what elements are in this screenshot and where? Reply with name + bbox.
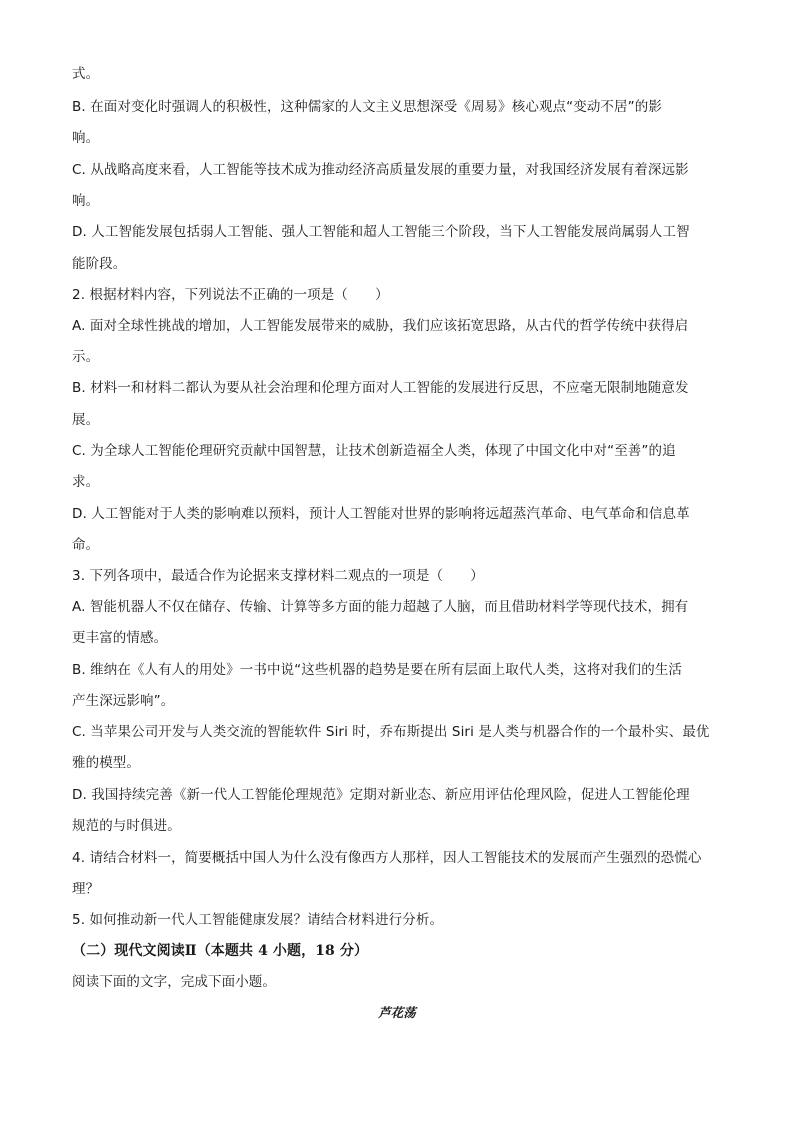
option-c: C. 为全球人工智能伦理研究贡献中国智慧，让技术创新造福全人类，体现了中国文化中对“至善”的追	[72, 443, 676, 459]
instruction-text: 阅读下面的文字，完成下面小题。	[72, 974, 276, 990]
text-line: 更丰富的情感。	[72, 630, 168, 646]
text-line: D. 人工智能发展包括弱人工智能、强人工智能和超人工智能三个阶段，当下人工智能发展尚属弱人工智	[72, 224, 690, 240]
question-3: 3. 下列各项中，最适合作为论据来支撑材料二观点的一项是（ ）	[72, 568, 484, 584]
option-d: D. 人工智能对于人类的影响难以预料，预计人工智能对世界的影响将远超蒸汽革命、电气革命和信息革	[72, 506, 690, 522]
text-line: 雅的模型。	[72, 755, 140, 771]
question-4: 4. 请结合材料一，简要概括中国人为什么没有像西方人那样，因人工智能技术的发展而产生强烈的恐慌心	[72, 850, 702, 866]
text-line: 命。	[72, 537, 100, 553]
section-heading: （二）现代文阅读Ⅱ（本题共 4 小题，18 分）	[72, 943, 369, 959]
option-b: B. 材料一和材料二都认为要从社会治理和伦理方面对人工智能的发展进行反思，不应毫无限制地随意发	[72, 380, 689, 396]
option-a: A. 智能机器人不仅在储存、传输、计算等多方面的能力超越了人脑，而且借助材料学等现代技术，拥有	[72, 599, 689, 615]
text-line: 响。	[72, 130, 100, 146]
text-line: 规范的与时俱进。	[72, 818, 181, 834]
question-2: 2. 根据材料内容，下列说法不正确的一项是（ ）	[72, 287, 389, 303]
text-line: 式。	[72, 66, 100, 82]
text-line: 产生深远影响”。	[72, 693, 175, 709]
question-5: 5. 如何推动新一代人工智能健康发展？请结合材料进行分析。	[72, 912, 444, 928]
text-line: 示。	[72, 349, 100, 365]
text-line: 响。	[72, 193, 100, 209]
option-b: B. 维纳在《人有人的用处》一书中说“这些机器的趋势是要在所有层面上取代人类，这将对我们的生活	[72, 662, 683, 678]
text-line: 能阶段。	[72, 256, 127, 272]
text-line: 求。	[72, 474, 100, 490]
option-d: D. 我国持续完善《新一代人工智能伦理规范》定期对新业态、新应用评估伦理风险，促进人工智能伦理	[72, 787, 690, 803]
text-line: 展。	[72, 412, 100, 428]
text-line: C. 从战略高度来看，人工智能等技术成为推动经济高质量发展的重要力量，对我国经济发展有着深远影	[72, 162, 689, 178]
option-a: A. 面对全球性挑战的增加，人工智能发展带来的威胁，我们应该拓宽思路，从古代的哲学传统中获得启	[72, 318, 689, 334]
text-line: B. 在面对变化时强调人的积极性，这种儒家的人文主义思想深受《周易》核心观点“变动不居”的影	[72, 99, 662, 115]
text-line: 理？	[72, 881, 100, 897]
option-c: C. 当苹果公司开发与人类交流的智能软件 Siri 时，乔布斯提出 Siri 是人类与机器合作的一个最朴实、最优	[72, 724, 710, 740]
passage-title: 芦花荡	[378, 1005, 416, 1020]
